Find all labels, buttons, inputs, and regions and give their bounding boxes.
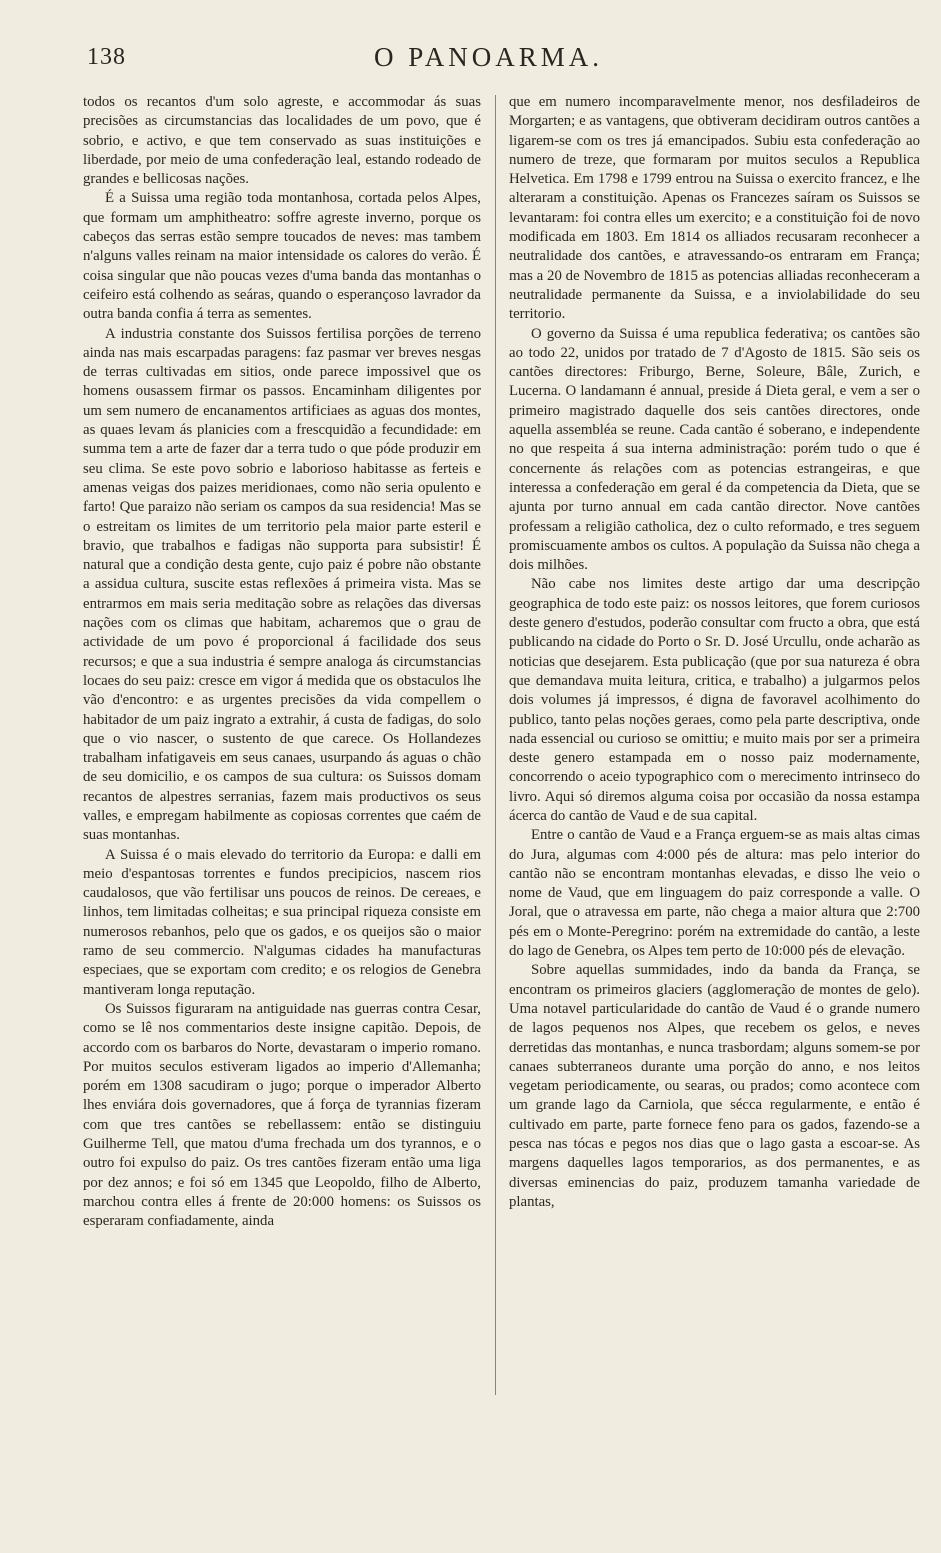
paragraph: todos os recantos d'um solo agreste, e accommodar ás suas precisões as circumstancias das localidades de um povo, que é sobrio, e activo, e que tem conservado as suas instituições e liberdade, por meio de uma confederação leal, estando rodeado de grandes e bellicosas nações.: [83, 94, 481, 188]
paragraph: Sobre aquellas summidades, indo da banda da França, se encontram os primeiros glaciers (agglomeração de montes de gelo). Uma notavel particularidade do cantão de Vaud é o grande numero de lagos pequenos nos Alpes, que recebem os gelos, e neves derretidas das montanhas, e nunca trasbordam; alguns somem-se por canaes subterraneos durante uma porção do anno, e nos leitos vegetam periodicamente, ou searas, ou prados; como acontece com um grande lago da Carniola, que sécca regularmente, e então é cultivado em parte, parte fornece feno para os gados, fazendo-se a pesca nas tócas e pegos nos dias que o lago gasta a escoar-se. As margens daquelles lagos temporarios, as dos permanentes, e as diversas eminencias do paiz, produzem tamanha variedade de plantas,: [509, 962, 920, 1210]
paragraph: A Suissa é o mais elevado do territorio da Europa: e dalli em meio d'espantosas torrentes e fundos precipicios, nascem rios caudalosos, que vão fertilisar uns poucos de reinos. De cereaes, e linhos, tem limitadas colheitas; e sua principal riqueza consiste em numerosos rebanhos, pelo que os gados, e os queijos são o maior ramo de seu commercio. N'algumas cidades ha manufacturas especiaes, que se exportam com credito; e os relogios de Genebra mantiveram longa reputação.: [83, 846, 481, 998]
paragraph: Não cabe nos limites deste artigo dar uma descripção geographica de todo este paiz: os nossos leitores, que forem curiosos deste genero d'estudos, poderão consultar com fructo a obra, que está publicando na cidade do Porto o Sr. D. José Urcullu, onde acharão as noticias que desejarem. Esta publicação (que por sua natureza é obra que demandava muita leitura, critica, e trabalho) a julgarmos pelos dois volumes já impressos, é digna de favoravel acolhimento do publico, tanto pelas noções geraes, como pela parte descriptiva, onde nada essencial ou curioso se omittiu; e muito mais por ser a primeira deste genero estampada em o nosso paiz modernamente, concorrendo o aceio typographico com o merecimento intrinseco do livro. Aqui só diremos alguma coisa por occasião da nossa estampa ácerca do cantão de Vaud e de sua capital.: [509, 576, 920, 824]
running-head-title: O PANOARMA.: [373, 42, 604, 72]
paragraph: Os Suissos figuraram na antiguidade nas guerras contra Cesar, como se lê nos commentarios deste insigne capitão. Depois, de accordo com os barbaros do Norte, devastaram o imperio romano. Por muitos seculos estiveram ligados ao imperio d'Allemanha; porém em 1308 sacudiram o jugo; porque o imperador Alberto lhes enviára dois governadores, que á força de tyrannias fizeram com que tres cantões se rebellassem: então se distinguiu Guilherme Tell, que matou d'uma frechada um dos tyrannos, e o outro foi expulso do paiz. Os tres cantões fizeram então uma liga por dez annos; e foi só em 1345 que Leopoldo, filho de Alberto, marchou contra elles á frente de 20:000 homens: os Suissos os esperaram confiadamente, ainda: [83, 1000, 481, 1230]
paragraph: A industria constante dos Suissos fertilisa porções de terreno ainda nas mais escarpadas paragens: faz pasmar ver breves nesgas de terras cultivadas em sitios, onde parece impossivel que os homens ousassem firmar os passos. Encaminham diligentes por um sem numero de encanamentos artificiaes as aguas dos montes, as quaes levam ás planicies com a frescquidão a fecundidade: em summa tem a arte de fazer dar a terra tudo o que póde produzir em seu clima. Se este povo sobrio e laborioso habitasse as ferteis e amenas veigas dos paizes meridionaes, como não seria opulento e farto! Que paraizo não seriam os campos da sua residencia! Mas se o estreitam os limites de um territorio pela maior parte esteril e bravio, que trabalhos e fadigas não supporta para subsistir! É natural que a condição desta gente, cujo paiz é pobre não obstante a assidua cultura, suscite estas reflexões á primeira vista. Mas se entrarmos em mais seria meditação sobre as relações das diversas nações com os climas que habitam, acharemos que o grau de actividade de um povo é proporcional á facilidade dos seus recursos; e que a sua industria é sempre analoga ás circumstancias locaes do seu paiz: cresce em vigor á medida que os obstaculos lhe vão d'encontro: e as urgentes precisões da vida compellem o habitador de um paiz ingrato a extrahir, á custa de fadigas, do solo que o vio nascer, o sustento de que carece. Os Hollandezes trabalham infatigaveis em seus canaes, usurpando ás aguas o chão de seu domicilio, e os campos de sua cultura: os Suissos domam recantos de alpestres serranias, fazem mais productivos os seus valles, e empregam habilmente as copiosas correntes que caém de suas montanhas.: [83, 325, 481, 844]
right-column: [509, 93, 920, 1212]
left-column: [83, 93, 481, 1232]
paragraph: Entre o cantão de Vaud e a França erguem-se as mais altas cimas do Jura, algumas com 4:000 pés de altura: mas pelo interior do cantão não se encontram montanhas elevadas, e disso lhe veio o nome de Vaud, que em linguagem do paiz corresponde a valle. O Joral, que o atravessa em parte, não chega a maior altura que 2:700 pés em o Monte-Peregrino: porém na extremidade do cantão, a leste do lago de Genebra, os Alpes tem perto de 10:000 pés de elevação.: [509, 827, 920, 960]
paragraph: que em numero incomparavelmente menor, nos desfiladeiros de Morgarten; e as vantagens, que obtiveram decidiram outros cantões a ligarem-se com os tres já emancipados. Subiu esta confederação ao numero de treze, que formaram por muitos seculos a Republica Helvetica. Em 1798 e 1799 entrou na Suissa o exercito francez, e lhe alteraram a constituição. Apenas os Francezes saíram os Suissos se levantaram: foi contra elles um exercito; e a constituição foi de novo modificada em 1803. Em 1814 os alliados recusaram reconhecer a neutralidade dos cantões, e atravessando-os entraram em França; mas a 20 de Novembro de 1815 as potencias alliadas reconheceram a neutralidade permanente da Suissa, e a inviolabilidade do seu territorio.: [509, 94, 920, 323]
column-divider: [495, 95, 496, 1395]
page-number: 138: [87, 44, 126, 70]
paragraph: O governo da Suissa é uma republica federativa; os cantões são ao todo 22, unidos por tratado de 7 d'Agosto de 1815. São seis os cantões directores: Friburgo, Berne, Soleure, Bâle, Zurich, e Lucerna. O landamann é annual, preside á Dieta geral, e vem a ser o primeiro magistrado daquelle dos seis cantões directores, onde aquella assembléa se reune. Cada cantão é soberano, e independente no que respeita á sua interna administração: porém tudo o que é concernente ás relações com as potencias estrangeiras, e que interessa a confederação em geral é da competencia da Dieta, que se ajunta por turno annual em cada cantão director. Nove cantões professam a religião catholica, dez o culto reformado, e tres seguem promiscuamente ambos os cultos. A população da Suissa não chega a dois milhões.: [509, 325, 920, 574]
paragraph: É a Suissa uma região toda montanhosa, cortada pelos Alpes, que formam um amphitheatro: soffre agreste inverno, porque os cabeços das serras estão sempre toucados de neves: mas tambem n'alguns valles reinam na maior intensidade os calores do verão. É coisa singular que não poucas vezes d'uma banda das montanhas o ceifeiro está colhendo as seáras, quando o esperançoso lavrador da outra banda confia á terra as sementes.: [83, 190, 481, 323]
